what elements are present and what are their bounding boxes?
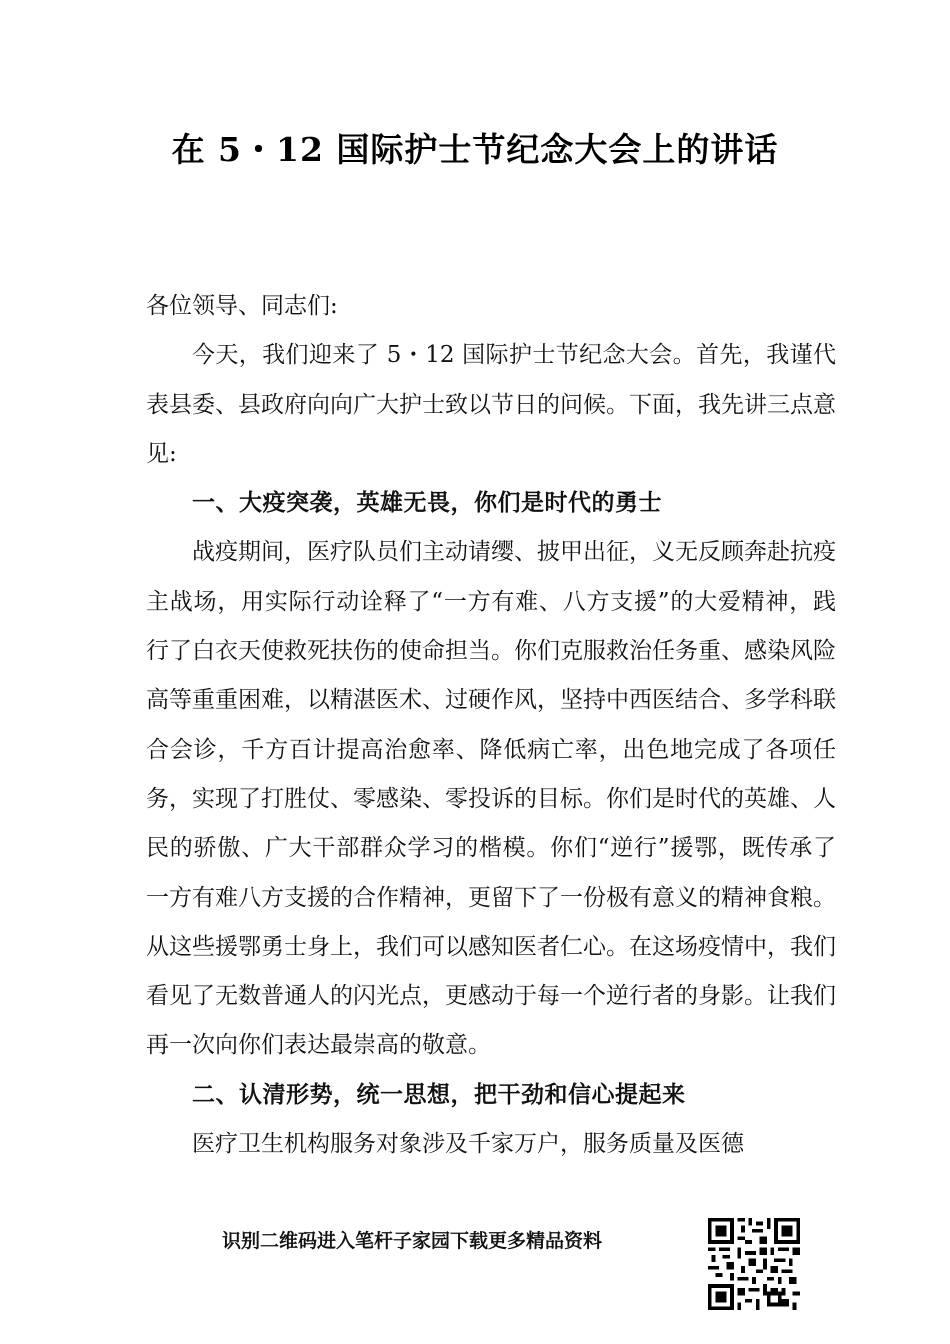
salutation: 各位领导、同志们:: [146, 293, 338, 319]
intro-paragraph: 今天，我们迎来了 5・12 国际护士节纪念大会。首先，我谨代表县委、县政府向向广大护士致以节日的问候。下面，我先讲三点意见:: [146, 342, 836, 467]
document-body: [146, 282, 836, 1169]
section-2-paragraph: 医疗卫生机构服务对象涉及千家万户，服务质量及医德: [192, 1131, 744, 1158]
section-1-heading: 一、大疫突袭，英雄无畏，你们是时代的勇士: [192, 490, 662, 517]
section-2-heading: 二、认清形势，统一思想，把干劲和信心提起来: [192, 1081, 686, 1108]
footer-download-text: 识别二维码进入笔杆子家园下载更多精品资料: [222, 1230, 603, 1252]
section-1-paragraph: 战疫期间，医疗队员们主动请缨、披甲出征，义无反顾奔赴抗疫主战场，用实际行动诠释了“一方有难、八方支援”的大爱精神，践行了白衣天使救死扶伤的使命担当。你们克服救治任务重、感染风险高等重重困难，以精湛医术、过硬作风，坚持中西医结合、多学科联合会诊，千方百计提高治愈率、降低病亡率，出色地完成了各项任务，实现了打胜仗、零感染、零投诉的目标。你们是时代的英雄、人民的骄傲、广大干部群众学习的楷模。你们“逆行”援鄂，既传承了一方有难八方支援的合作精神，更留下了一份极有意义的精神食粮。从这些援鄂勇士身上，我们可以感知医者仁心。在这场疫情中，我们看见了无数普通人的闪光点，更感动于每一个逆行者的身影。让我们再一次向你们表达最崇高的敬意。: [146, 539, 836, 1059]
document-title: 在 5・12 国际护士节纪念大会上的讲话: [171, 130, 779, 169]
qr-code-icon[interactable]: [708, 1218, 800, 1310]
